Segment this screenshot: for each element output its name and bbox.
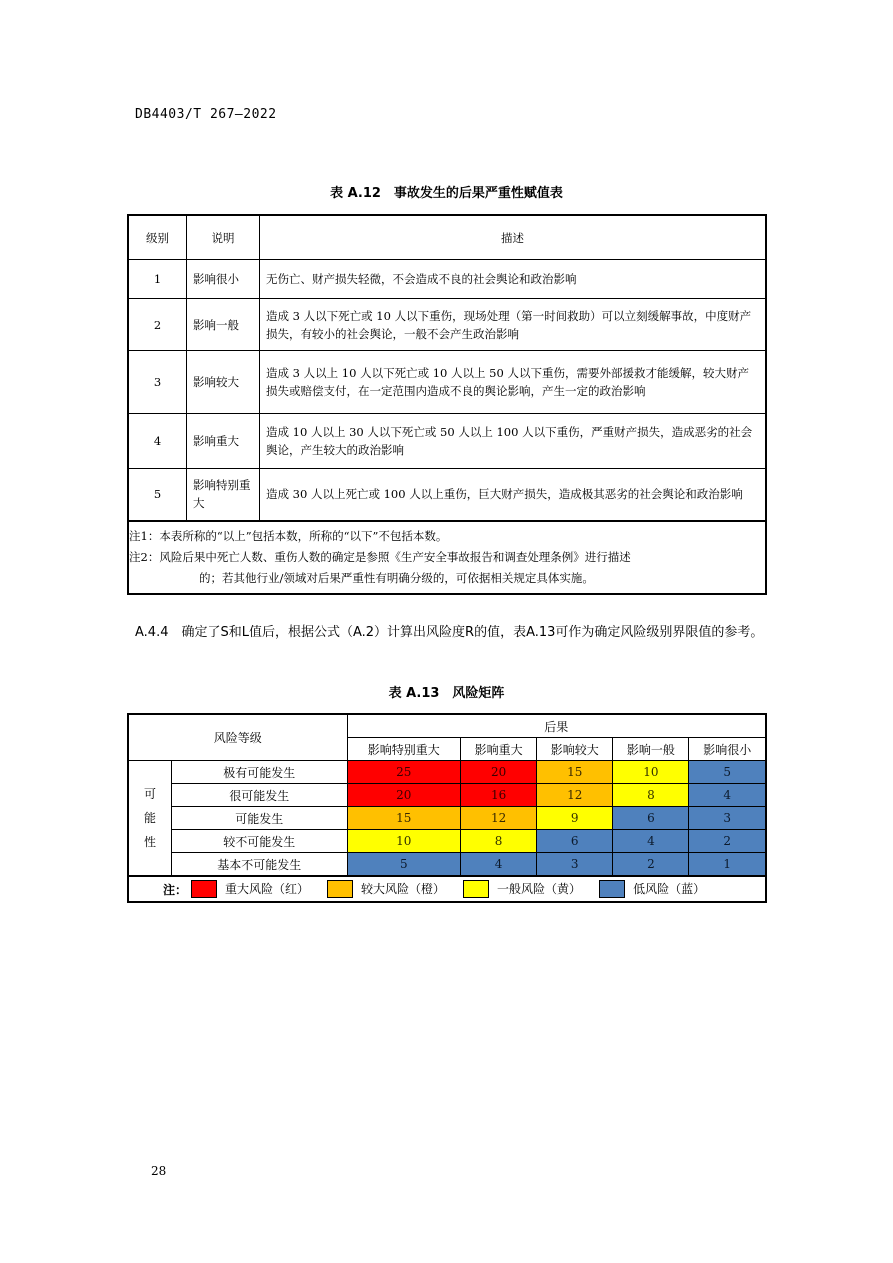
label-cell: 影响较大: [187, 351, 260, 414]
risk-cell-red: 20: [347, 784, 460, 807]
column-header-level: 级别: [128, 215, 187, 260]
legend-item: [463, 880, 581, 899]
risk-cell-blue: 3: [537, 853, 613, 877]
risk-cell-blue: 5: [347, 853, 460, 877]
label-cell: 影响很小: [187, 260, 260, 299]
risk-cell-red: 25: [347, 761, 460, 784]
legend-item: [327, 880, 445, 899]
matrix-row: [128, 830, 766, 853]
risk-cell-blue: 4: [689, 784, 766, 807]
description-cell: 造成 3 人以上 10 人以下死亡或 10 人以上 50 人以下重伤，需要外部援救才能缓解，较大财产损失或赔偿支付，在一定范围内造成不良的舆论影响，产生一定的政治影响: [260, 351, 767, 414]
consequence-header: 后果: [347, 714, 766, 738]
table-row: [128, 260, 766, 299]
legend-swatch: [191, 880, 217, 898]
note-2-continuation: 的；若其他行业/领域对后果严重性有明确分级的，可依据相关规定具体实施。: [199, 570, 594, 585]
legend-label: 低风险（蓝）: [633, 881, 706, 896]
risk-cell-yellow: 10: [347, 830, 460, 853]
table-header-row: [128, 215, 766, 260]
risk-cell-red: 20: [461, 761, 537, 784]
consequence-header-cell: 影响很小: [689, 738, 766, 761]
table-row: [128, 299, 766, 351]
note-1: 注1：本表所称的“以上”包括本数，所称的“以下”不包括本数。: [129, 528, 448, 543]
risk-cell-blue: 6: [613, 807, 689, 830]
legend-label: 一般风险（黄）: [497, 881, 582, 896]
risk-cell-blue: 2: [689, 830, 766, 853]
page-number: 28: [151, 1164, 167, 1178]
consequence-header-cell: 影响较大: [537, 738, 613, 761]
label-cell: 影响重大: [187, 414, 260, 469]
matrix-header-row: [128, 714, 766, 738]
risk-cell-blue: 4: [613, 830, 689, 853]
legend-item: [599, 880, 705, 899]
risk-cell-yellow: 9: [537, 807, 613, 830]
table-row: [128, 414, 766, 469]
likelihood-header: [128, 761, 172, 877]
level-cell: 3: [128, 351, 187, 414]
note-2: 注2：风险后果中死亡人数、重伤人数的确定是参照《生产安全事故报告和调查处理条例》进行描述: [129, 549, 631, 564]
risk-cell-blue: 3: [689, 807, 766, 830]
column-header-label: 说明: [187, 215, 260, 260]
risk-cell-blue: 6: [537, 830, 613, 853]
table-notes: [128, 521, 766, 594]
legend-label: 较大风险（橙）: [361, 881, 446, 896]
legend-label: 重大风险（红）: [225, 881, 310, 896]
matrix-row: [128, 784, 766, 807]
level-cell: 5: [128, 469, 187, 521]
likelihood-header-text: 可能性: [144, 787, 157, 849]
risk-cell-red: 16: [461, 784, 537, 807]
consequence-header-cell: 影响特别重大: [347, 738, 460, 761]
risk-cell-blue: 1: [689, 853, 766, 877]
label-cell: 影响一般: [187, 299, 260, 351]
risk-cell-yellow: 8: [461, 830, 537, 853]
description-cell: 造成 3 人以下死亡或 10 人以下重伤，现场处理（第一时间救助）可以立刻缓解事故，中度财产损失，有较小的社会舆论，一般不会产生政治影响: [260, 299, 767, 351]
likelihood-label: 很可能发生: [172, 784, 348, 807]
description-cell: 造成 10 人以上 30 人以下死亡或 50 人以上 100 人以下重伤，严重财产损失，造成恶劣的社会舆论，产生较大的政治影响: [260, 414, 767, 469]
risk-cell-yellow: 10: [613, 761, 689, 784]
risk-cell-orange: 15: [537, 761, 613, 784]
table-a13-caption: 表 A.13 风险矩阵: [388, 686, 505, 701]
likelihood-label: 极有可能发生: [172, 761, 348, 784]
risk-cell-orange: 12: [537, 784, 613, 807]
matrix-row: [128, 853, 766, 877]
table-a12-caption: 表 A.12 事故发生的后果严重性赋值表: [330, 186, 563, 201]
risk-cell-yellow: 8: [613, 784, 689, 807]
risk-level-corner: 风险等级: [128, 714, 347, 761]
level-cell: 1: [128, 260, 187, 299]
legend-prefix: 注：: [163, 882, 188, 897]
likelihood-label: 较不可能发生: [172, 830, 348, 853]
risk-legend: [128, 876, 766, 902]
table-row: [128, 469, 766, 521]
likelihood-label: 基本不可能发生: [172, 853, 348, 877]
likelihood-label: 可能发生: [172, 807, 348, 830]
legend-item: [191, 880, 309, 899]
column-header-description: 描述: [260, 215, 767, 260]
risk-cell-orange: 15: [347, 807, 460, 830]
consequence-header-cell: 影响一般: [613, 738, 689, 761]
consequence-header-cell: 影响重大: [461, 738, 537, 761]
document-code-header: DB4403/T 267—2022: [135, 107, 277, 122]
matrix-row: [128, 761, 766, 784]
description-cell: 无伤亡、财产损失轻微，不会造成不良的社会舆论和政治影响: [260, 260, 767, 299]
table-notes-row: [128, 521, 766, 594]
label-cell: 影响特别重大: [187, 469, 260, 521]
level-cell: 4: [128, 414, 187, 469]
legend-swatch: [327, 880, 353, 898]
description-cell: 造成 30 人以上死亡或 100 人以上重伤，巨大财产损失，造成极其恶劣的社会舆论和政治影响: [260, 469, 767, 521]
legend-row: [128, 876, 766, 902]
risk-cell-blue: 4: [461, 853, 537, 877]
legend-swatch: [599, 880, 625, 898]
risk-cell-blue: 2: [613, 853, 689, 877]
severity-table: [127, 214, 767, 595]
risk-matrix-table: [127, 713, 767, 903]
clause-a44-paragraph: A.4.4 确定了S和L值后，根据公式（A.2）计算出风险度R的值，表A.13可作为确定风险级别界限值的参考。: [135, 625, 764, 640]
table-row: [128, 351, 766, 414]
matrix-row: [128, 807, 766, 830]
risk-cell-orange: 12: [461, 807, 537, 830]
level-cell: 2: [128, 299, 187, 351]
risk-cell-blue: 5: [689, 761, 766, 784]
legend-swatch: [463, 880, 489, 898]
